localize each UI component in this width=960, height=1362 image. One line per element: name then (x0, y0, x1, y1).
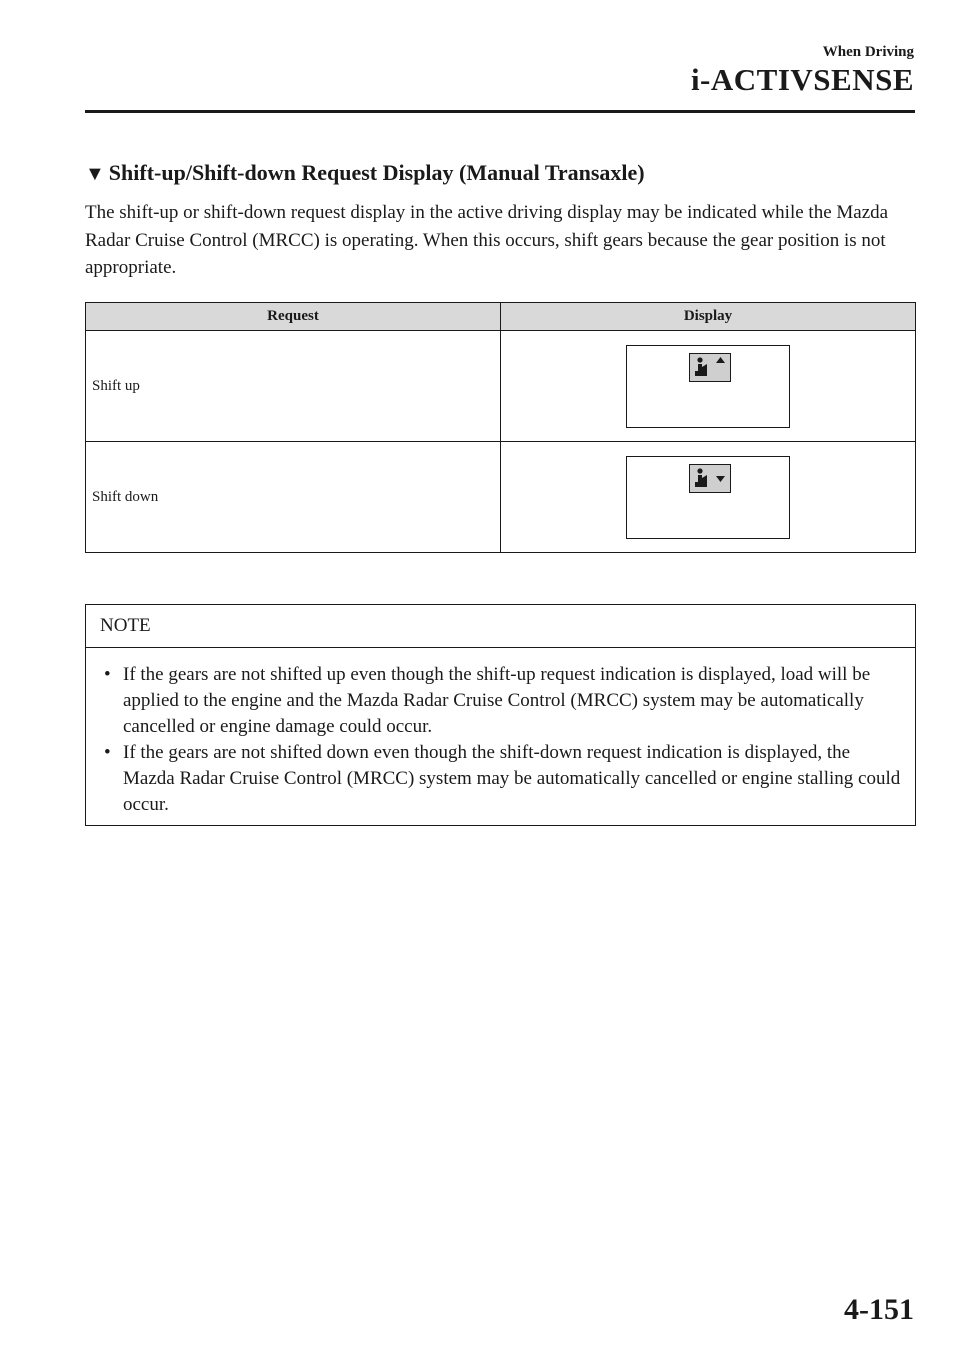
bullet-icon: • (104, 742, 111, 763)
request-cell-shift-up: Shift up (86, 331, 501, 442)
header-divider (85, 110, 915, 113)
section-marker-icon: ▼ (85, 163, 105, 185)
page-number: 4-151 (844, 1293, 914, 1326)
bullet-icon: • (104, 664, 111, 685)
header-chapter-title: i-ACTIVSENSE (690, 62, 914, 97)
display-cell-shift-up (501, 331, 916, 442)
section-heading (85, 160, 645, 186)
note-box (85, 604, 916, 826)
active-driving-display-frame (626, 345, 790, 428)
shift-up-indicator-icon (689, 353, 731, 382)
note-item-text: If the gears are not shifted up even though the shift-up request indication is displayed, load will be applied to the engine and the Mazda Radar Cruise Control (MRCC) system may be automatically cancelled or engine damage could occur. (123, 664, 871, 737)
table-header-request: Request (86, 303, 501, 331)
table-row (86, 442, 916, 553)
header-section-title: When Driving (822, 44, 914, 60)
request-display-table (85, 302, 916, 553)
list-item (86, 662, 915, 740)
active-driving-display-frame (626, 456, 790, 539)
note-item-text: If the gears are not shifted down even though the shift-down request indication is displayed, the Mazda Radar Cruise Control (MRCC) system may be automatically cancelled or engine stalling could occur. (123, 742, 901, 815)
list-item (86, 740, 915, 818)
note-list (86, 648, 915, 818)
table-row (86, 331, 916, 442)
shift-down-indicator-icon (689, 464, 731, 493)
table-header-row (86, 303, 916, 331)
display-cell-shift-down (501, 442, 916, 553)
note-title: NOTE (86, 605, 915, 648)
section-body: The shift-up or shift-down request display in the active driving display may be indicated while the Mazda Radar Cruise Control (MRCC) is operating. When this occurs, shift gears because the gear position is not appropriate. (85, 202, 889, 278)
table-header-display: Display (501, 303, 916, 331)
section-title-text: Shift-up/Shift-down Request Display (Manual Transaxle) (108, 160, 645, 185)
request-cell-shift-down: Shift down (86, 442, 501, 553)
